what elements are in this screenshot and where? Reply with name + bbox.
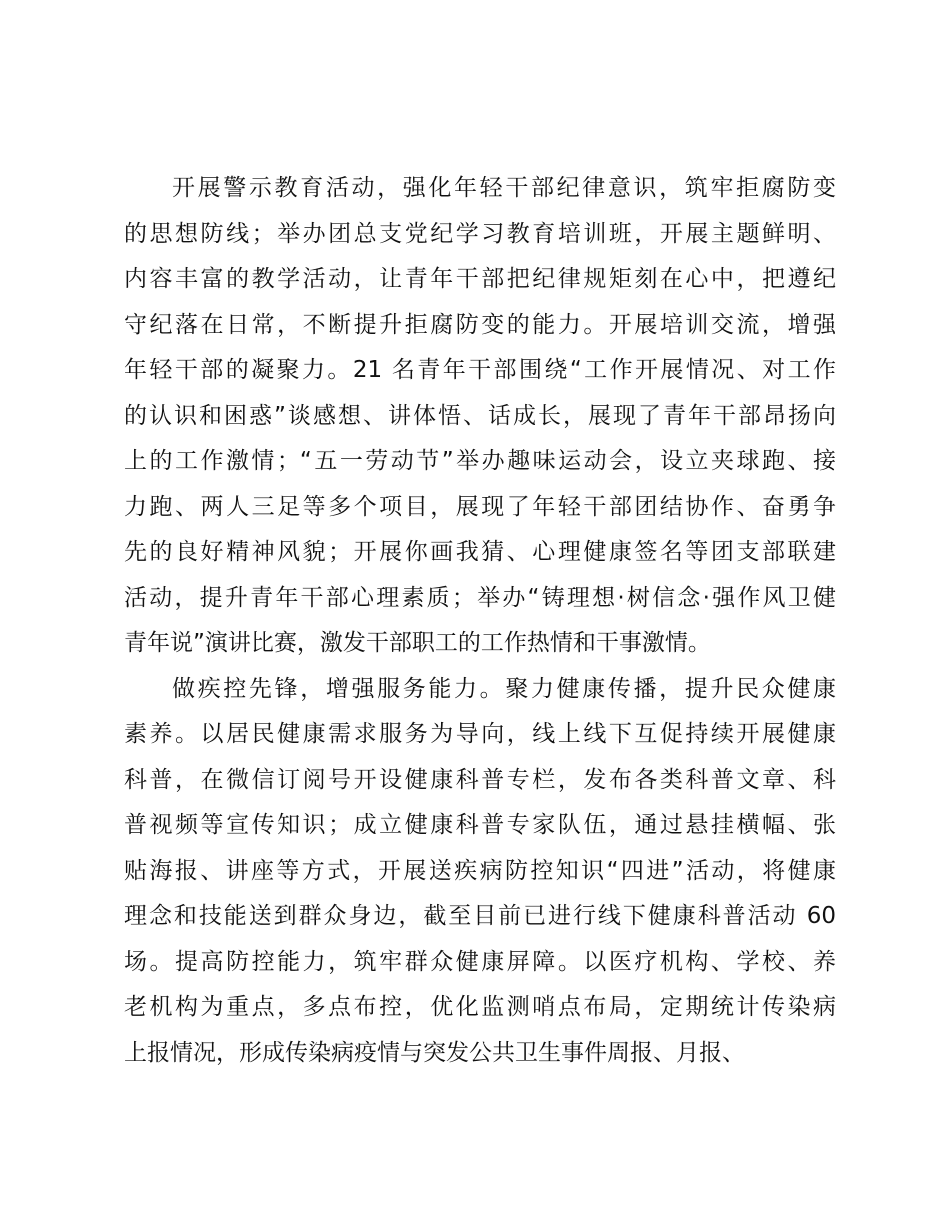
text-line: 素养。以居民健康需求服务为导向，线上线下互促持续开展健康 [124, 721, 836, 747]
text-line: 守纪落在日常，不断提升拒腐防变的能力。开展培训交流，增强 [124, 311, 836, 338]
text-line: 科普，在微信订阅号开设健康科普专栏，发布各类科普文章、科 [124, 766, 836, 793]
text-line: 贴海报、讲座等方式，开展送疾病防控知识“四进”活动，将健康 [124, 857, 836, 884]
text-line: 开展警示教育活动，强化年轻干部纪律意识，筑牢拒腐防变 [172, 175, 836, 201]
text-line: 上报情况，形成传染病疫情与突发公共卫生事件周报、月报、 [124, 1039, 745, 1066]
paragraph-disease-control [124, 667, 836, 1077]
text-line: 的认识和困惑”谈感想、讲体悟、话成长，展现了青年干部昂扬向 [124, 402, 836, 429]
text-line: 普视频等宣传知识；成立健康科普专家队伍，通过悬挂横幅、张 [124, 812, 836, 838]
text-line: 老机构为重点，多点布控，优化监测哨点布局，定期统计传染病 [124, 994, 836, 1020]
text-line: 年轻干部的凝聚力。21 名青年干部围绕“工作开展情况、对工作 [124, 357, 836, 383]
text-line: 的思想防线；举办团总支党纪学习教育培训班，开展主题鲜明、 [124, 220, 836, 247]
text-line: 活动，提升青年干部心理素质；举办“铸理想·树信念·强作风卫健 [124, 584, 836, 611]
text-line: 力跑、两人三足等多个项目，展现了年轻干部团结协作、奋勇争 [124, 493, 836, 520]
text-line: 青年说”演讲比赛，激发干部职工的工作热情和干事激情。 [124, 630, 711, 656]
text-line: 场。提高防控能力，筑牢群众健康屏障。以医疗机构、学校、养 [124, 948, 836, 975]
text-line: 内容丰富的教学活动，让青年干部把纪律规矩刻在心中，把遵纪 [124, 266, 836, 292]
text-line: 理念和技能送到群众身边，截至目前已进行线下健康科普活动 60 [124, 903, 836, 929]
document-body [124, 166, 836, 1076]
paragraph-youth-discipline [124, 166, 836, 667]
text-line: 先的良好精神风貌；开展你画我猜、心理健康签名等团支部联建 [124, 539, 836, 565]
text-line: 上的工作激情；“五一劳动节”举办趣味运动会，设立夹球跑、接 [124, 448, 836, 474]
text-line: 做疾控先锋，增强服务能力。聚力健康传播，提升民众健康 [172, 675, 836, 702]
